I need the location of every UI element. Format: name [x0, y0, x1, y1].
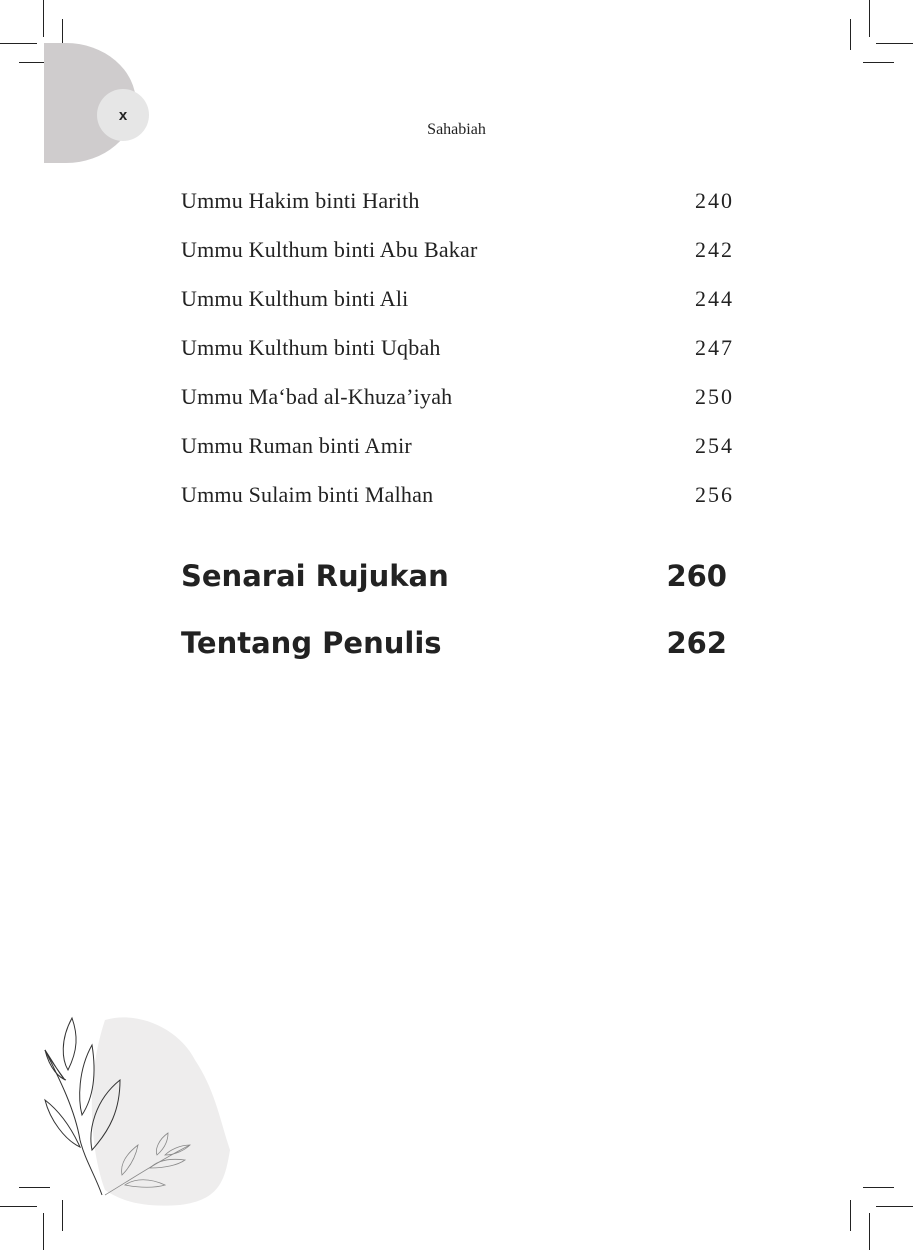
toc-title: Ummu Kulthum binti Ali	[181, 286, 409, 311]
crop-mark	[43, 0, 44, 37]
crop-mark	[0, 43, 37, 44]
running-header: Sahabiah	[427, 121, 486, 138]
toc-title: Ummu Ruman binti Amir	[181, 433, 412, 458]
toc-page: 242	[695, 237, 734, 262]
leaf-illustration	[30, 1000, 250, 1220]
toc-title: Ummu Kulthum binti Abu Bakar	[181, 237, 478, 262]
section-title: Tentang Penulis	[181, 626, 442, 660]
toc-entry	[181, 188, 732, 214]
toc-entry	[181, 335, 732, 361]
toc-entry	[181, 237, 732, 263]
toc-title: Ummu Ma‘bad al-Khuza’iyah	[181, 384, 453, 409]
toc-page: 244	[695, 286, 734, 311]
toc-section	[181, 626, 727, 660]
toc-page: 247	[695, 335, 734, 360]
crop-mark	[863, 62, 894, 63]
crop-mark	[869, 1213, 870, 1250]
crop-mark	[850, 19, 851, 50]
toc-page: 240	[695, 188, 734, 213]
toc-title: Ummu Sulaim binti Malhan	[181, 482, 434, 507]
crop-mark	[863, 1187, 894, 1188]
toc-page: 254	[695, 433, 734, 458]
toc-entry	[181, 286, 732, 312]
toc-section	[181, 559, 727, 593]
page-number-badge: x	[97, 89, 149, 141]
section-page: 260	[666, 559, 727, 593]
section-page: 262	[666, 626, 727, 660]
crop-mark	[869, 0, 870, 37]
toc-title: Ummu Hakim binti Harith	[181, 188, 420, 213]
toc-entry	[181, 433, 732, 459]
toc-page: 250	[695, 384, 734, 409]
toc-title: Ummu Kulthum binti Uqbah	[181, 335, 441, 360]
section-title: Senarai Rujukan	[181, 559, 449, 593]
toc-page: 256	[695, 482, 734, 507]
crop-mark	[876, 43, 913, 44]
crop-mark	[876, 1206, 913, 1207]
crop-mark	[850, 1200, 851, 1231]
toc-entry	[181, 482, 732, 508]
toc-entry	[181, 384, 732, 410]
